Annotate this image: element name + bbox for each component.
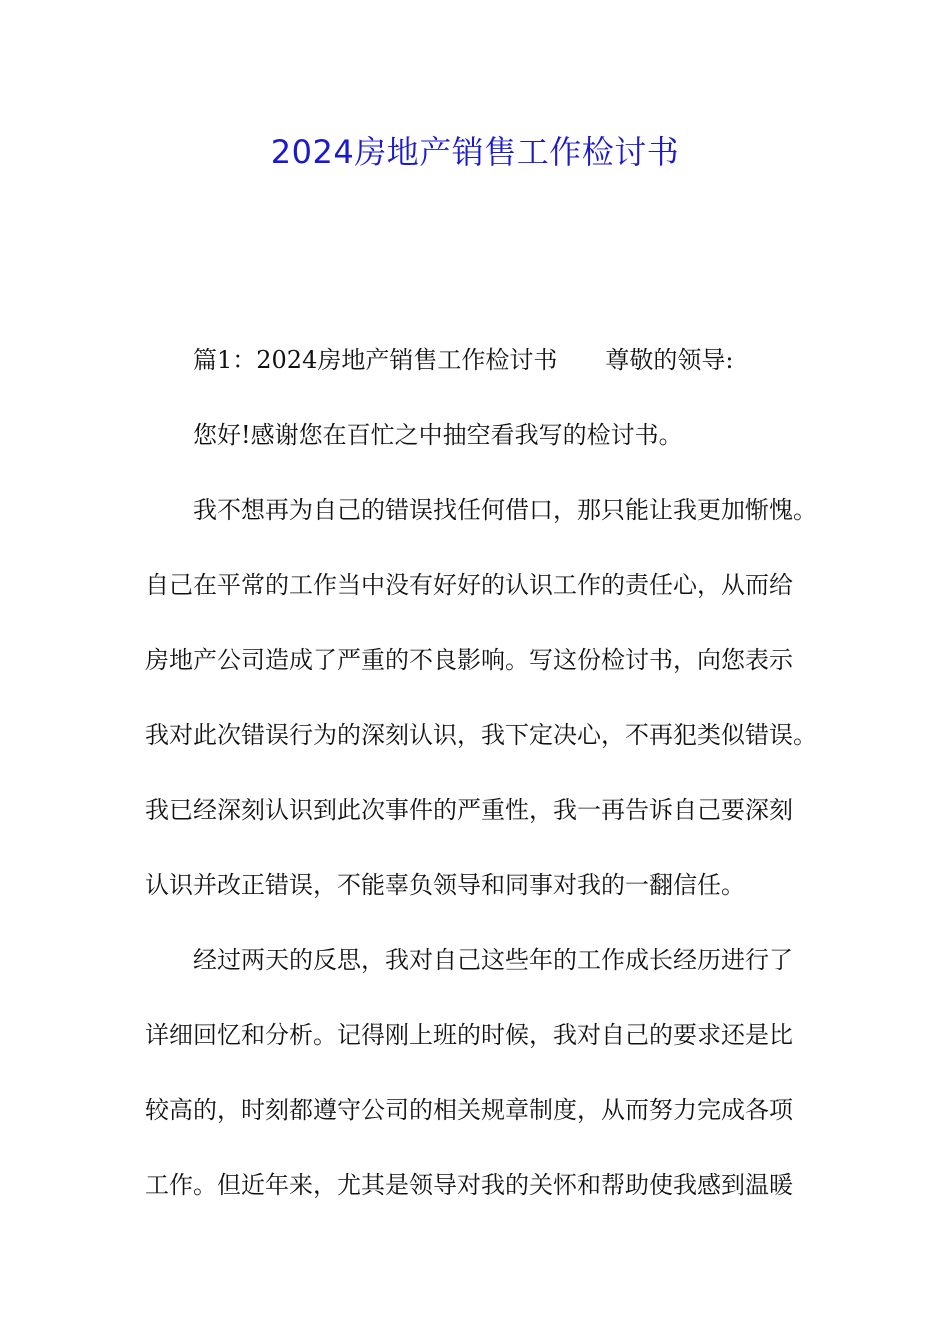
document-title: 2024房地产销售工作检讨书	[270, 133, 680, 171]
text-line: 我不想再为自己的错误找任何借口，那只能让我更加惭愧。	[193, 496, 817, 524]
line-text: 篇1：2024房地产销售工作检讨书	[193, 346, 558, 374]
text-line: 认识并改正错误，不能辜负领导和同事对我的一翻信任。	[145, 871, 745, 899]
text-line: 您好!感谢您在百忙之中抽空看我写的检讨书。	[193, 421, 683, 449]
text-line: 详细回忆和分析。记得刚上班的时候，我对自己的要求还是比	[145, 1021, 793, 1049]
text-line: 工作。但近年来，尤其是领导对我的关怀和帮助使我感到温暖	[145, 1171, 793, 1199]
text-line: 房地产公司造成了严重的不良影响。写这份检讨书，向您表示	[145, 646, 793, 674]
text-line: 经过两天的反思，我对自己这些年的工作成长经历进行了	[193, 946, 793, 974]
text-line: 较高的，时刻都遵守公司的相关规章制度，从而努力完成各项	[145, 1096, 793, 1124]
text-line	[145, 336, 825, 411]
salutation: 尊敬的领导:	[605, 346, 734, 374]
text-line: 我已经深刻认识到此次事件的严重性，我一再告诉自己要深刻	[145, 796, 793, 824]
document-body	[145, 336, 825, 1236]
text-line: 自己在平常的工作当中没有好好的认识工作的责任心，从而给	[145, 571, 793, 599]
text-line: 我对此次错误行为的深刻认识，我下定决心，不再犯类似错误。	[145, 721, 817, 749]
